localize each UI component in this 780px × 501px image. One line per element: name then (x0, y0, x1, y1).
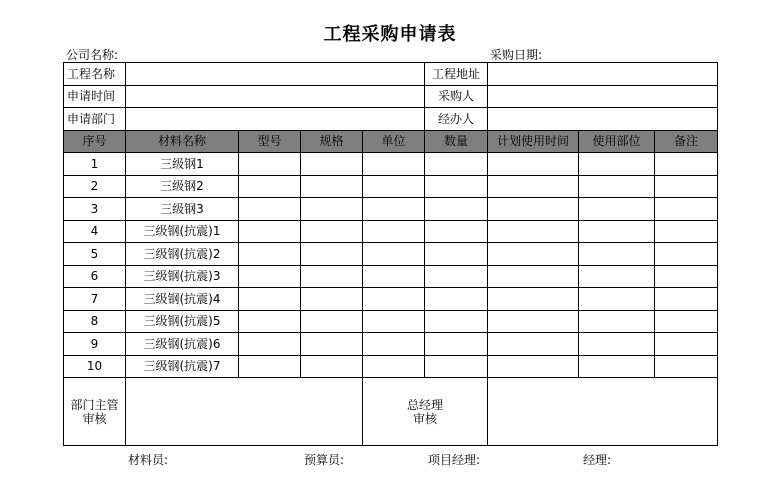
manager-label: 经理: (583, 453, 612, 467)
row-material-name: 三级钢1 (126, 153, 239, 176)
row-quantity-cell[interactable] (425, 198, 488, 221)
row-serial: 3 (64, 198, 126, 221)
row-material-name: 三级钢(抗震)4 (126, 288, 239, 311)
table-row (64, 355, 718, 378)
info-row-dept (64, 108, 718, 131)
row-usage-location-cell[interactable] (579, 153, 655, 176)
col-header-usage-location: 使用部位 (579, 130, 655, 153)
row-quantity-cell[interactable] (425, 288, 488, 311)
row-planned-time-cell[interactable] (488, 333, 579, 356)
info-row-time (64, 85, 718, 108)
row-unit-cell[interactable] (363, 220, 425, 243)
row-usage-location-cell[interactable] (579, 175, 655, 198)
general-manager-approval-field[interactable] (488, 378, 718, 446)
table-row (64, 288, 718, 311)
col-header-spec: 规格 (301, 130, 363, 153)
row-material-name: 三级钢(抗震)2 (126, 243, 239, 266)
row-remarks-cell[interactable] (655, 288, 718, 311)
row-usage-location-cell[interactable] (579, 220, 655, 243)
row-unit-cell[interactable] (363, 265, 425, 288)
row-spec-cell[interactable] (301, 198, 363, 221)
purchaser-label: 采购人 (425, 85, 488, 108)
col-header-quantity: 数量 (425, 130, 488, 153)
row-remarks-cell[interactable] (655, 265, 718, 288)
row-quantity-cell[interactable] (425, 310, 488, 333)
row-quantity-cell[interactable] (425, 265, 488, 288)
row-unit-cell[interactable] (363, 310, 425, 333)
col-header-model: 型号 (239, 130, 301, 153)
budget-clerk-label: 预算员: (304, 453, 345, 467)
row-model-cell[interactable] (239, 153, 301, 176)
row-quantity-cell[interactable] (425, 243, 488, 266)
row-model-cell[interactable] (239, 220, 301, 243)
row-serial: 5 (64, 243, 126, 266)
row-model-cell[interactable] (239, 265, 301, 288)
row-usage-location-cell[interactable] (579, 265, 655, 288)
col-header-remarks: 备注 (655, 130, 718, 153)
table-row (64, 333, 718, 356)
company-name-label: 公司名称: (66, 48, 119, 62)
info-row-project (64, 63, 718, 86)
row-planned-time-cell[interactable] (488, 220, 579, 243)
row-remarks-cell[interactable] (655, 333, 718, 356)
row-quantity-cell[interactable] (425, 333, 488, 356)
project-manager-label: 项目经理: (428, 453, 481, 467)
row-model-cell[interactable] (239, 333, 301, 356)
row-quantity-cell[interactable] (425, 355, 488, 378)
row-remarks-cell[interactable] (655, 153, 718, 176)
materials-clerk-label: 材料员: (128, 453, 169, 467)
table-row (64, 310, 718, 333)
row-usage-location-cell[interactable] (579, 243, 655, 266)
row-material-name: 三级钢(抗震)6 (126, 333, 239, 356)
row-unit-cell[interactable] (363, 243, 425, 266)
row-material-name: 三级钢3 (126, 198, 239, 221)
row-model-cell[interactable] (239, 288, 301, 311)
col-header-unit: 单位 (363, 130, 425, 153)
purchase-date-label: 采购日期: (490, 48, 543, 62)
row-usage-location-cell[interactable] (579, 355, 655, 378)
row-serial: 6 (64, 265, 126, 288)
apply-time-field[interactable] (126, 85, 425, 108)
row-planned-time-cell[interactable] (488, 265, 579, 288)
row-remarks-cell[interactable] (655, 243, 718, 266)
row-usage-location-cell[interactable] (579, 198, 655, 221)
apply-time-label: 申请时间 (64, 85, 126, 108)
row-spec-cell[interactable] (301, 175, 363, 198)
table-row (64, 243, 718, 266)
row-model-cell[interactable] (239, 198, 301, 221)
row-spec-cell[interactable] (301, 355, 363, 378)
general-manager-approval-label: 总经理 审核 (363, 378, 488, 446)
row-serial: 10 (64, 355, 126, 378)
row-material-name: 三级钢2 (126, 175, 239, 198)
dept-head-approval-label: 部门主管 审核 (64, 378, 126, 446)
project-address-label: 工程地址 (425, 63, 488, 86)
row-quantity-cell[interactable] (425, 153, 488, 176)
form-title: 工程采购申请表 (323, 24, 457, 45)
approval-row (64, 378, 718, 446)
row-spec-cell[interactable] (301, 333, 363, 356)
table-row (64, 175, 718, 198)
row-planned-time-cell[interactable] (488, 310, 579, 333)
row-material-name: 三级钢(抗震)5 (126, 310, 239, 333)
row-remarks-cell[interactable] (655, 310, 718, 333)
project-name-field[interactable] (126, 63, 425, 86)
row-unit-cell[interactable] (363, 175, 425, 198)
project-name-label: 工程名称 (64, 63, 126, 86)
row-remarks-cell[interactable] (655, 198, 718, 221)
row-model-cell[interactable] (239, 355, 301, 378)
apply-dept-field[interactable] (126, 108, 425, 131)
row-planned-time-cell[interactable] (488, 198, 579, 221)
row-planned-time-cell[interactable] (488, 288, 579, 311)
row-unit-cell[interactable] (363, 288, 425, 311)
row-material-name: 三级钢(抗震)3 (126, 265, 239, 288)
row-unit-cell[interactable] (363, 153, 425, 176)
row-material-name: 三级钢(抗震)1 (126, 220, 239, 243)
purchaser-field[interactable] (488, 85, 718, 108)
apply-dept-label: 申请部门 (64, 108, 126, 131)
row-spec-cell[interactable] (301, 220, 363, 243)
row-usage-location-cell[interactable] (579, 288, 655, 311)
dept-head-approval-field[interactable] (126, 378, 363, 446)
row-serial: 1 (64, 153, 126, 176)
row-model-cell[interactable] (239, 310, 301, 333)
row-serial: 2 (64, 175, 126, 198)
row-model-cell[interactable] (239, 243, 301, 266)
table-row (64, 198, 718, 221)
row-serial: 4 (64, 220, 126, 243)
col-header-material: 材料名称 (126, 130, 239, 153)
handler-field[interactable] (488, 108, 718, 131)
col-header-planned-time: 计划使用时间 (488, 130, 579, 153)
row-unit-cell[interactable] (363, 355, 425, 378)
row-quantity-cell[interactable] (425, 220, 488, 243)
row-usage-location-cell[interactable] (579, 310, 655, 333)
row-planned-time-cell[interactable] (488, 243, 579, 266)
row-remarks-cell[interactable] (655, 175, 718, 198)
row-remarks-cell[interactable] (655, 355, 718, 378)
col-header-serial: 序号 (64, 130, 126, 153)
row-usage-location-cell[interactable] (579, 333, 655, 356)
row-serial: 8 (64, 310, 126, 333)
handler-label: 经办人 (425, 108, 488, 131)
table-row (64, 265, 718, 288)
project-address-field[interactable] (488, 63, 718, 86)
row-quantity-cell[interactable] (425, 175, 488, 198)
row-serial: 7 (64, 288, 126, 311)
purchase-form-table (63, 62, 718, 446)
table-row (64, 220, 718, 243)
row-serial: 9 (64, 333, 126, 356)
table-header-row (64, 130, 718, 153)
row-unit-cell[interactable] (363, 198, 425, 221)
row-model-cell[interactable] (239, 175, 301, 198)
table-row (64, 153, 718, 176)
row-spec-cell[interactable] (301, 310, 363, 333)
row-material-name: 三级钢(抗震)7 (126, 355, 239, 378)
row-spec-cell[interactable] (301, 265, 363, 288)
row-unit-cell[interactable] (363, 333, 425, 356)
row-planned-time-cell[interactable] (488, 355, 579, 378)
row-spec-cell[interactable] (301, 243, 363, 266)
row-spec-cell[interactable] (301, 288, 363, 311)
row-planned-time-cell[interactable] (488, 153, 579, 176)
row-planned-time-cell[interactable] (488, 175, 579, 198)
row-remarks-cell[interactable] (655, 220, 718, 243)
row-spec-cell[interactable] (301, 153, 363, 176)
